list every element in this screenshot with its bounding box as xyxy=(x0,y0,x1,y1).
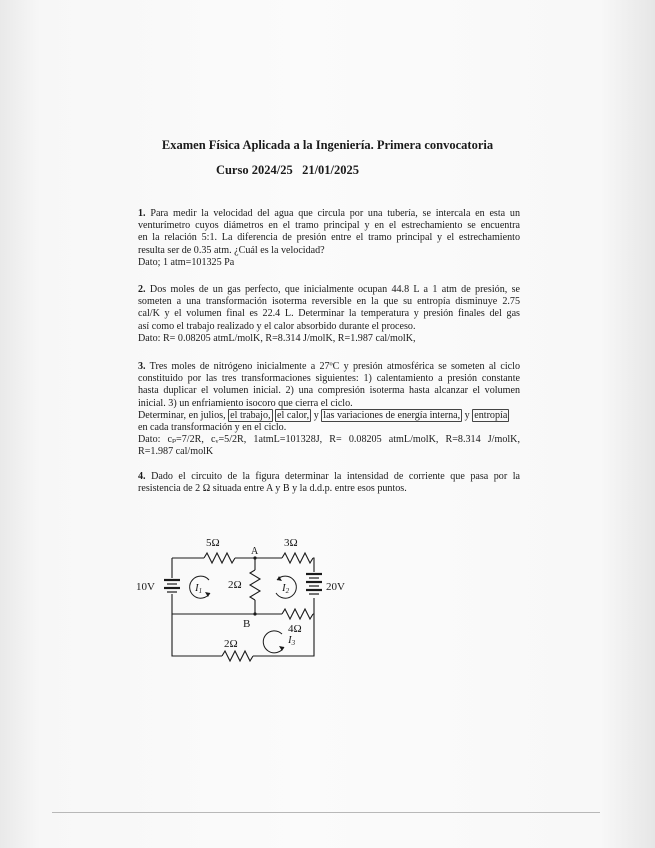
question-line: inicial. 3) un enfriamiento isocoro que cierra el ciclo. xyxy=(138,397,353,409)
page-edge-line xyxy=(52,812,600,813)
highlight-entropy: entropía xyxy=(474,409,508,421)
question-line: someten a una transformación isoterma reversible en la que su entropía disminuye 2.75 xyxy=(138,296,520,308)
question-4 xyxy=(138,471,520,495)
bottom-wire-left xyxy=(172,614,222,656)
node-b-dot xyxy=(253,612,256,615)
mesh-current-3-label: I3 xyxy=(288,634,296,647)
question-number: 3. xyxy=(138,361,146,372)
resistor-2ohm-ab xyxy=(250,570,260,600)
highlight-work: el trabajo, xyxy=(230,409,271,421)
question-line: 4. Dado el circuito de la figura determinar la intensidad de corriente que pasa por la xyxy=(138,471,520,482)
label-node-a: A xyxy=(251,546,259,557)
highlight-internal-energy: las variaciones de energía interna, xyxy=(323,409,461,421)
question-data: Dato; 1 atm=101325 Pa xyxy=(138,256,235,268)
question-line: hasta duplicar el volumen inicial. 2) una compresión isoterma hasta alcanzar el volumen xyxy=(138,385,520,397)
mesh-current-3-arrow xyxy=(263,631,284,653)
circuit-diagram xyxy=(134,530,374,670)
bottom-wire-right xyxy=(253,614,314,656)
exam-course-line xyxy=(0,163,615,178)
top-wire-right xyxy=(313,558,314,572)
label-4ohm: 4Ω xyxy=(288,623,302,635)
question-line: cal/K y el volumen final es 22.4 L. Determinar la temperatura y presión finales del gas xyxy=(138,308,520,320)
question-data: Dato: R= 0.08205 atmL/molK, R=8.314 J/molK, R=1.987 cal/molK, xyxy=(138,332,416,344)
question-data: R=1.987 cal/molK xyxy=(138,446,214,458)
question-number: 4. xyxy=(138,471,146,482)
question-line: en cada transformación y en el ciclo. xyxy=(138,422,287,434)
label-node-b: B xyxy=(243,618,251,630)
question-line: 2. Dos moles de un gas perfecto, que inicialmente ocupan 44.8 L a 1 atm de presión, se xyxy=(138,284,520,295)
label-3ohm: 3Ω xyxy=(284,537,298,549)
question-line: así como el trabajo realizado y el calor absorbido durante el proceso. xyxy=(138,320,416,332)
resistor-4ohm xyxy=(282,609,313,619)
question-line: resulta ser de 0.35 atm. ¿Cuál es la velocidad? xyxy=(138,244,325,256)
resistor-5ohm xyxy=(204,553,235,563)
question-number: 2. xyxy=(138,284,146,295)
label-5ohm: 5Ω xyxy=(206,537,220,549)
question-2 xyxy=(138,284,520,345)
question-1 xyxy=(138,208,520,269)
mesh-current-1-label: I1 xyxy=(195,582,203,595)
resistor-2ohm-bottom xyxy=(222,651,253,661)
label-2ohm-ab: 2Ω xyxy=(228,579,242,591)
label-2ohm-bottom: 2Ω xyxy=(224,638,238,650)
exam-date: 21/01/2025 xyxy=(302,163,360,177)
question-task-line: Determinar, en julios, el trabajo, el calor, y las variaciones de energía interna, y entropía xyxy=(138,409,508,421)
question-line: en la relación 5:1. La diferencia de presión entre el tramo principal y el estrechamiento xyxy=(138,232,520,244)
question-3 xyxy=(138,361,520,459)
resistor-3ohm xyxy=(282,553,313,563)
question-line: 1. Para medir la velocidad del agua que circula por una tubería, se intercala en esta un xyxy=(138,208,520,219)
highlight-heat: el calor, xyxy=(277,409,310,421)
question-line: 3. Tres moles de nitrógeno inicialmente a 27ºC y presión atmosférica se someten al ciclo xyxy=(138,361,520,372)
exam-title: Examen Física Aplicada a la Ingeniería. Primera convocatoria xyxy=(161,138,494,152)
question-line: venturímetro cuyos diámetros en el tramo principal y en el estrechamiento se encuentra xyxy=(138,220,520,232)
question-number: 1. xyxy=(138,208,146,219)
label-20v: 20V xyxy=(326,581,345,593)
question-line: resistencia de 2 Ω situada entre A y B y la d.d.p. entre esos puntos. xyxy=(138,483,407,495)
course-label: Curso 2024/25 xyxy=(215,163,293,177)
question-data: Dato: cₚ=7/2R, cᵥ=5/2R, 1atmL=101328J, R= 0.08205 atmL/molK, R=8.314 J/molK, xyxy=(138,434,520,446)
mesh-current-2-label: I2 xyxy=(282,582,290,595)
question-line: constituido por las tres transformaciones siguientes: 1) calentamiento a presión constante xyxy=(138,373,520,385)
label-10v: 10V xyxy=(136,581,155,593)
